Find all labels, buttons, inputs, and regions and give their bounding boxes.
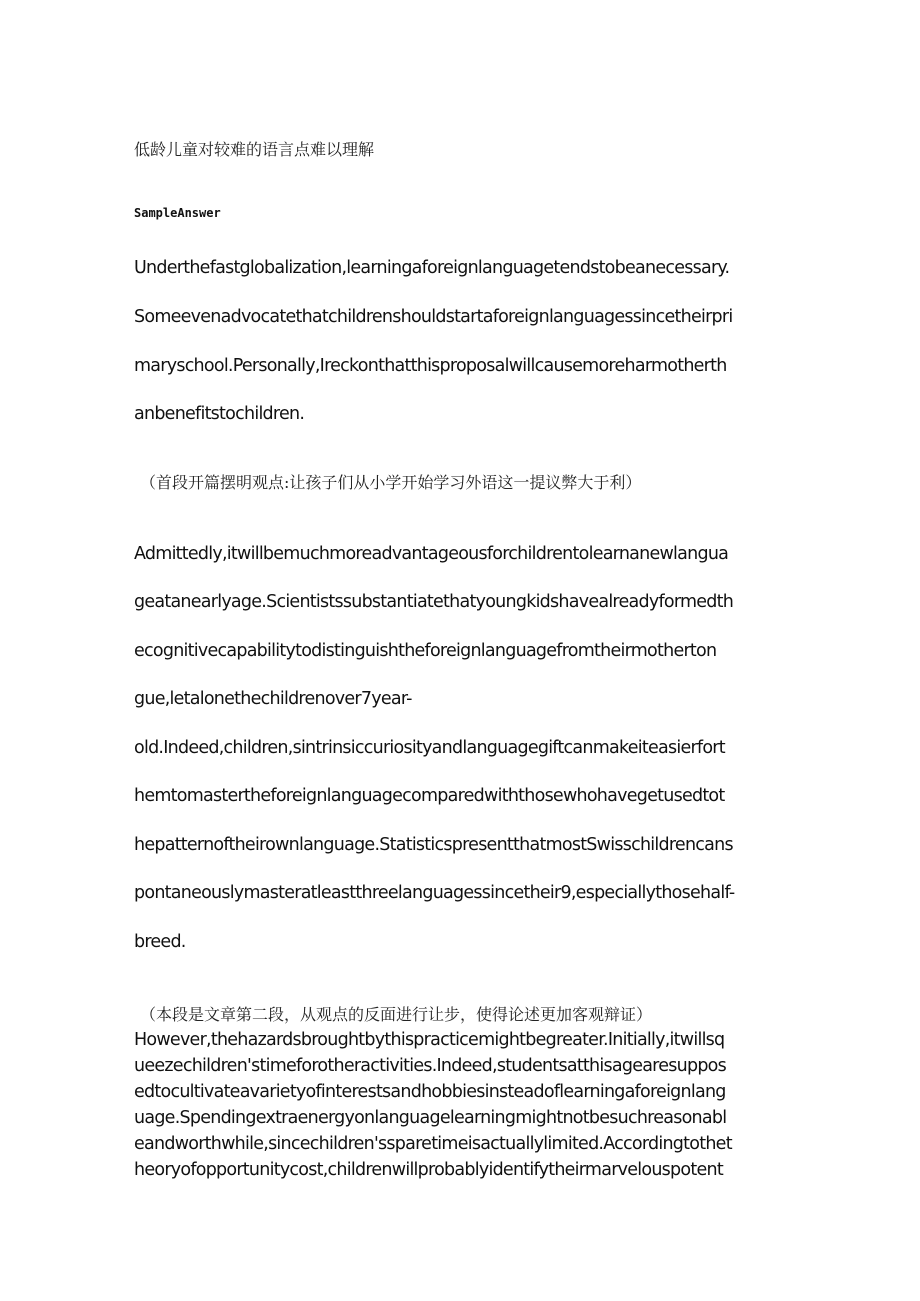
- text-line: maryschool.Personally,Ireckonthatthisproposalwillcausemoreharmotherth: [134, 356, 727, 376]
- text-line: ueezechildren'stimeforotheractivities.Indeed,studentsatthisagearesuppos: [134, 1056, 727, 1076]
- annotation-note-2: （本段是文章第二段，从观点的反面进行让步，使得论述更加客观辩证）: [140, 1005, 653, 1024]
- text-line: breed.: [134, 932, 186, 952]
- text-line: anbenefitstochildren.: [134, 404, 305, 424]
- text-line: hemtomastertheforeignlanguagecomparedwiththosewhohavegetusedtot: [134, 786, 725, 806]
- text-line: old.Indeed,children,sintrinsiccuriosityandlanguagegiftcanmakeiteasierfort: [134, 738, 725, 758]
- text-line: Admittedly,itwillbemuchmoreadvantageousforchildrentolearnanewlangua: [134, 544, 729, 564]
- text-line: edtocultivateavarietyofinterestsandhobbiesinsteadoflearningaforeignlang: [134, 1082, 726, 1102]
- page-title: 低龄儿童对较难的语言点难以理解: [134, 140, 375, 159]
- annotation-note-1: （首段开篇摆明观点:让孩子们从小学开始学习外语这一提议弊大于利）: [140, 473, 642, 492]
- text-line: hepatternoftheirownlanguage.StatisticspresentthatmostSwisschildrencans: [134, 835, 733, 855]
- text-line: ecognitivecapabilitytodistinguishtheforeignlanguagefromtheirmotherton: [134, 641, 717, 661]
- text-line: eandworthwhile,sincechildren'ssparetimeisactuallylimited.Accordingtothet: [134, 1134, 732, 1154]
- text-line: geatanearlyage.Scientistssubstantiatethatyoungkidshavealreadyformedth: [134, 592, 734, 612]
- text-line: gue,letalonethechildrenover7year-: [134, 689, 412, 709]
- text-line: pontaneouslymasteratleastthreelanguagessincetheir9,especiallythosehalf-: [134, 883, 735, 903]
- text-line: Underthefastglobalization,learningaforeignlanguagetendstobeanecessary.: [134, 258, 730, 278]
- text-line: Someevenadvocatethatchildrenshouldstartaforeignlanguagessincetheirpri: [134, 307, 733, 327]
- text-line: heoryofopportunitycost,childrenwillprobablyidentifytheirmarvelouspotent: [134, 1160, 723, 1180]
- text-line: However,thehazardsbroughtbythispracticemightbegreater.Initially,itwillsq: [134, 1030, 725, 1050]
- text-line: uage.Spendingextraenergyonlanguagelearningmightnotbesuchreasonabl: [134, 1108, 727, 1128]
- sample-answer-label: SampleAnswer: [134, 206, 221, 220]
